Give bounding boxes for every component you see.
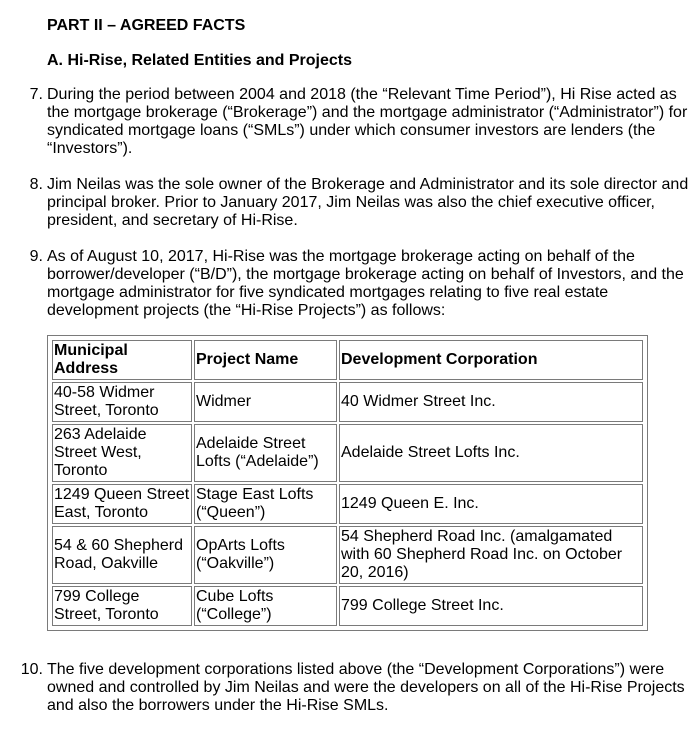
cell-corporation: 1249 Queen E. Inc.	[339, 484, 643, 524]
table-row	[52, 526, 643, 584]
cell-address: 54 & 60 Shepherd Road, Oakville	[52, 526, 192, 584]
section-heading: A. Hi-Rise, Related Entities and Projects	[47, 52, 352, 69]
header-project-name: Project Name	[194, 340, 337, 380]
cell-corporation: 799 College Street Inc.	[339, 586, 643, 626]
cell-address: 263 Adelaide Street West, Toronto	[52, 424, 192, 482]
table-row	[52, 382, 643, 422]
header-municipal-address: Municipal Address	[52, 340, 192, 380]
projects-table	[47, 335, 648, 631]
cell-address: 1249 Queen Street East, Toronto	[52, 484, 192, 524]
paragraph-7	[29, 86, 689, 158]
cell-address: 799 College Street, Toronto	[52, 586, 192, 626]
cell-project: OpArts Lofts (“Oakville”)	[194, 526, 337, 584]
cell-project: Widmer	[194, 382, 337, 422]
paragraph-10	[20, 661, 689, 715]
paragraph-number: 9.	[29, 248, 43, 265]
cell-project: Stage East Lofts (“Queen”)	[194, 484, 337, 524]
cell-project: Adelaide Street Lofts (“Adelaide”)	[194, 424, 337, 482]
paragraph-text: Jim Neilas was the sole owner of the Brokerage and Administrator and its sole director and principal broker. Prior to January 2017, Jim Neilas was also the chief executive officer, president, and secretary of Hi-Rise.	[47, 176, 689, 229]
header-development-corporation: Development Corporation	[339, 340, 643, 380]
part-heading: PART II – AGREED FACTS	[47, 17, 246, 34]
paragraph-number: 8.	[29, 176, 43, 193]
table-row	[52, 586, 643, 626]
cell-corporation: 40 Widmer Street Inc.	[339, 382, 643, 422]
paragraph-9	[29, 248, 689, 320]
paragraph-8	[29, 176, 689, 230]
cell-project: Cube Lofts (“College”)	[194, 586, 337, 626]
cell-corporation: Adelaide Street Lofts Inc.	[339, 424, 643, 482]
table-row	[52, 484, 643, 524]
cell-address: 40-58 Widmer Street, Toronto	[52, 382, 192, 422]
table-header-row	[52, 340, 643, 380]
paragraph-text: The five development corporations listed above (the “Development Corporations”) were owned and controlled by Jim Neilas and were the developers on all of the Hi-Rise Projects and also the borrowers under the Hi-Rise SMLs.	[47, 661, 685, 714]
paragraph-text: During the period between 2004 and 2018 (the “Relevant Time Period”), Hi Rise acted as the mortgage brokerage (“Brokerage”) and the mortgage administrator (“Administrator”) for syndicated mortgage loans (“SMLs”) under which consumer investors are lenders (the “Investors”).	[47, 86, 688, 157]
cell-corporation: 54 Shepherd Road Inc. (amalgamated with 60 Shepherd Road Inc. on October 20, 2016)	[339, 526, 643, 584]
table-row	[52, 424, 643, 482]
paragraph-number: 7.	[29, 86, 43, 103]
paragraph-number: 10.	[20, 661, 43, 678]
paragraph-text: As of August 10, 2017, Hi-Rise was the mortgage brokerage acting on behalf of the borrower/developer (“B/D”), the mortgage brokerage acting on behalf of Investors, and the mortgage administrator for five syndicated mortgages relating to five real estate development projects (the “Hi-Rise Projects”) as follows:	[47, 248, 684, 319]
